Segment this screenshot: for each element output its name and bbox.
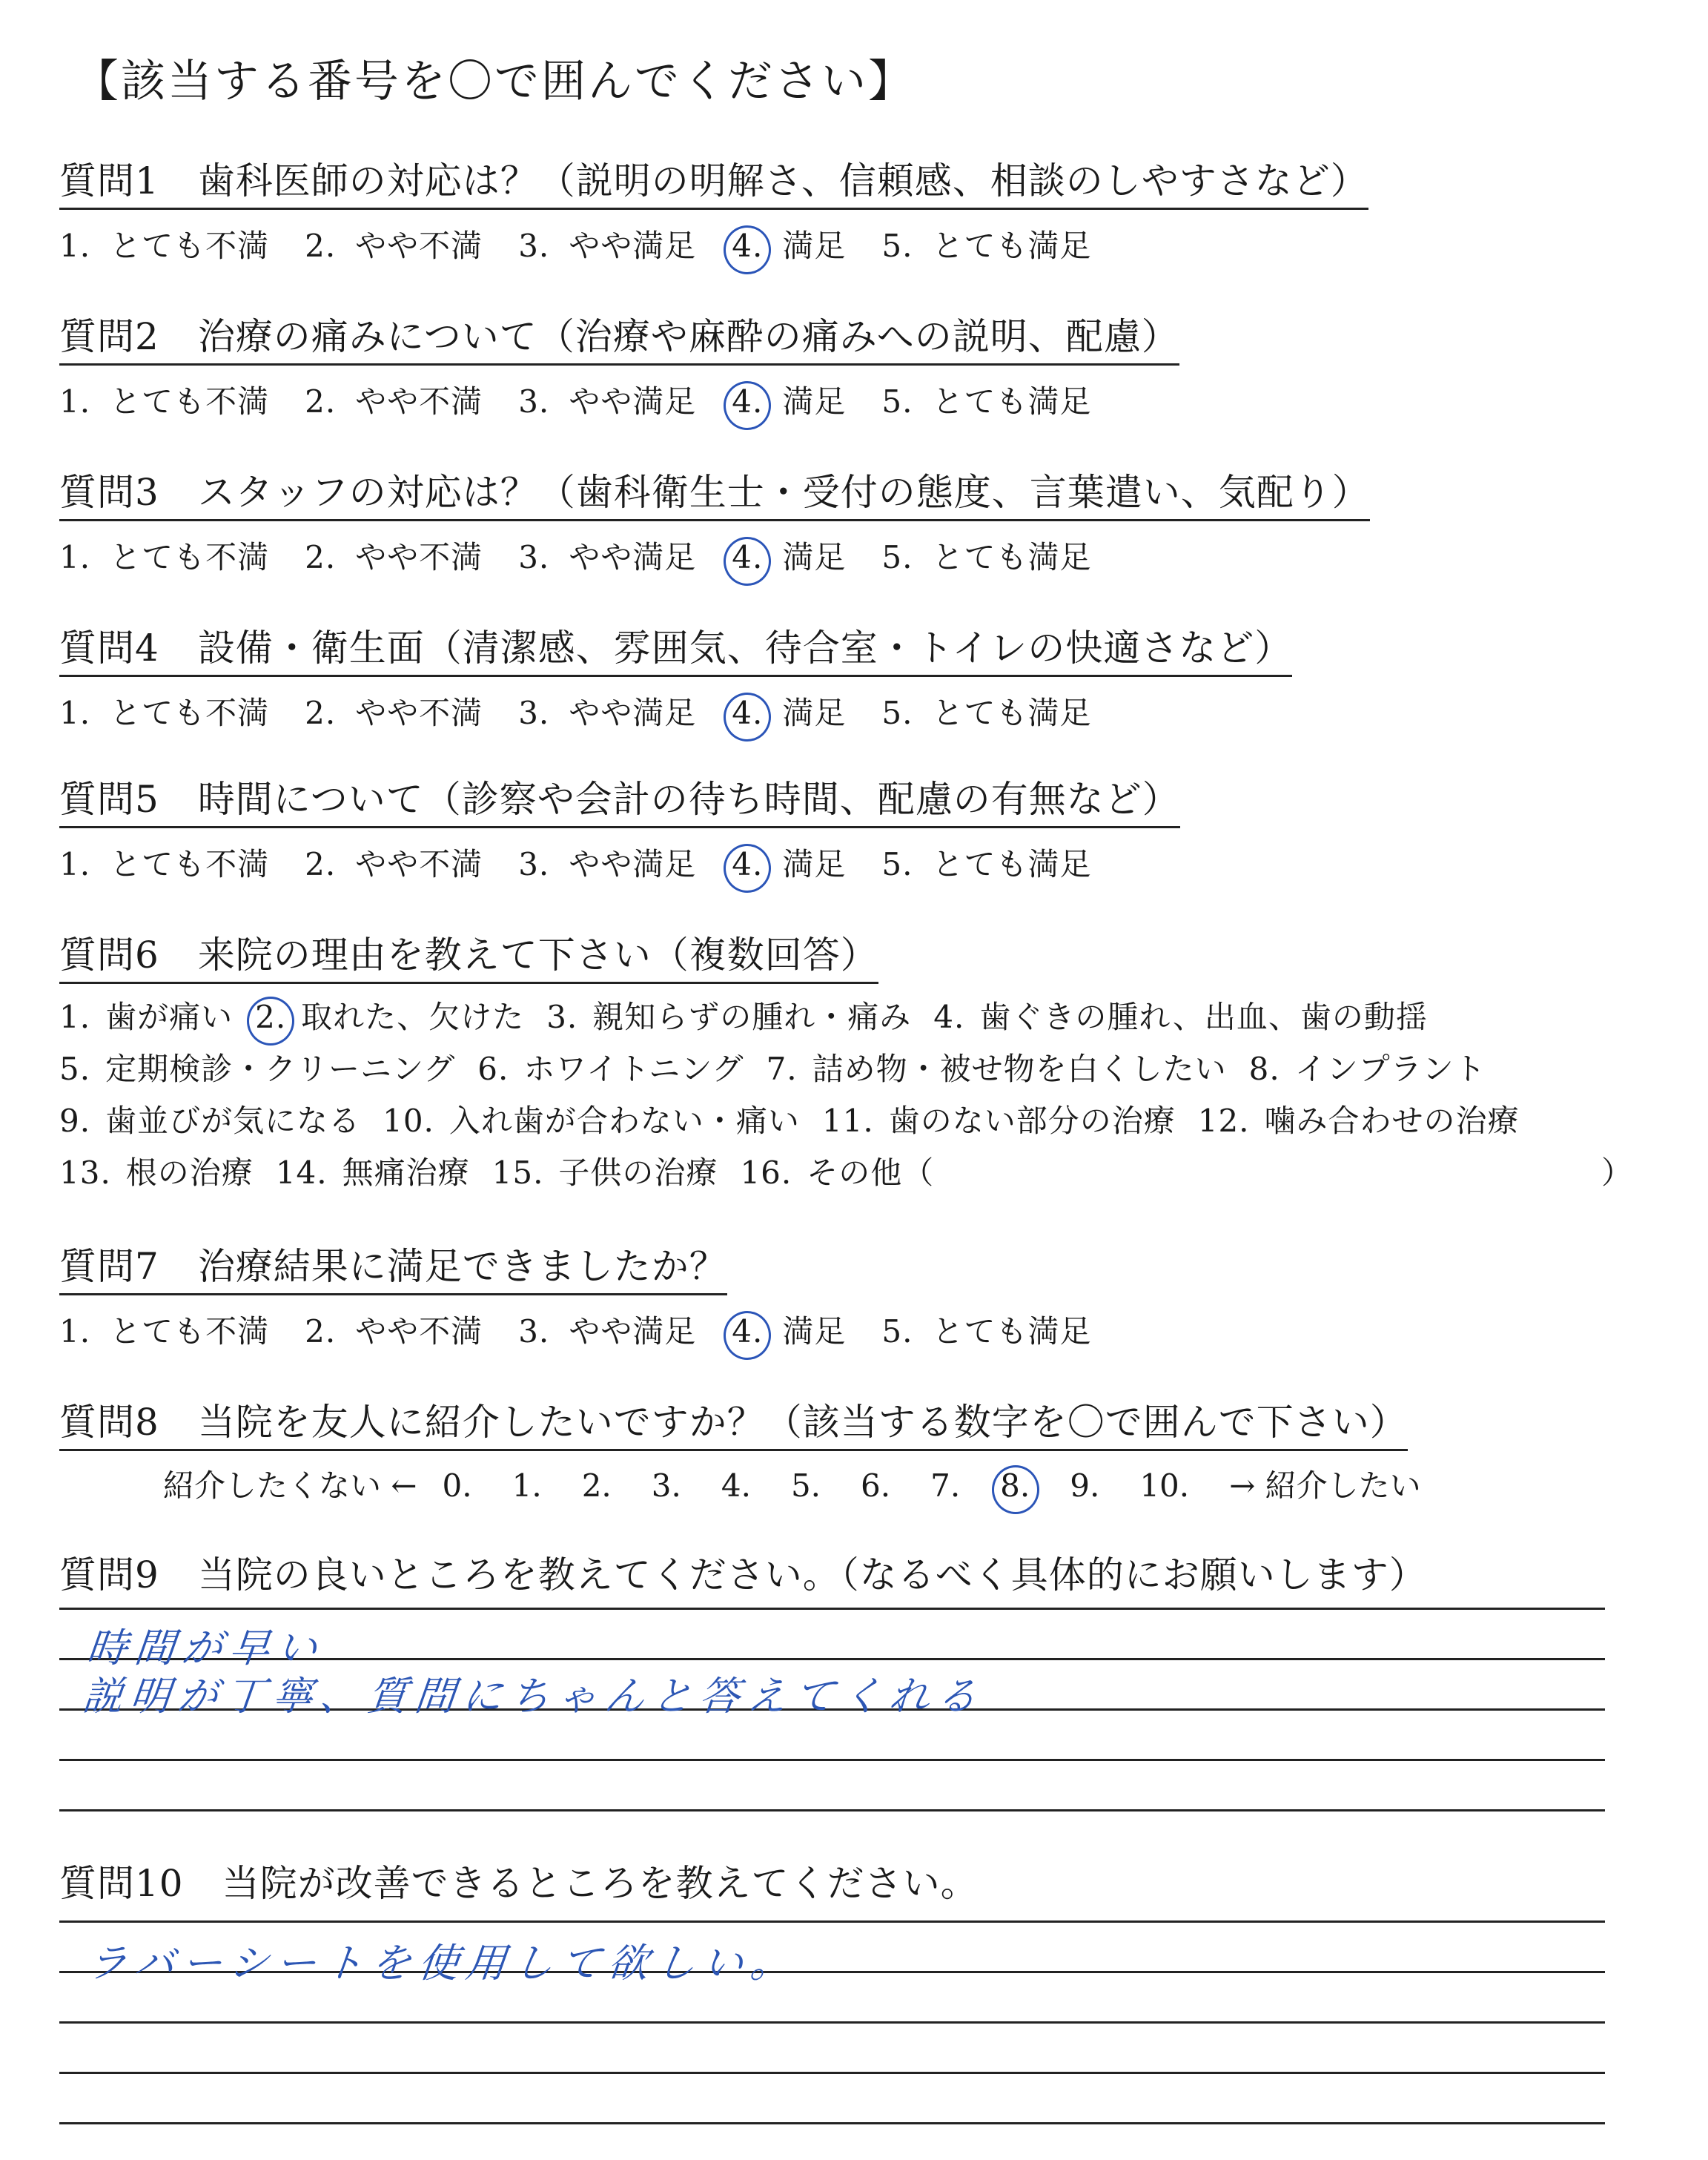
option-number: 1. <box>59 1313 91 1350</box>
rating-option[interactable] <box>59 222 269 266</box>
scale-value[interactable]: 10. <box>1139 1467 1190 1504</box>
option-label: その他（ <box>807 1155 935 1191</box>
question-text: 来院の理由を教えて下さい（複数回答） <box>197 934 878 977</box>
option-number: 12. <box>1197 1103 1250 1139</box>
question-5 <box>59 770 1675 885</box>
rating-option[interactable] <box>59 840 269 885</box>
scale-value[interactable]: 7. <box>930 1467 961 1504</box>
option-label: 根の治療 <box>125 1155 254 1191</box>
question-9 <box>59 1545 1675 1602</box>
answer-line <box>59 2021 1605 2024</box>
question-number: 質問8 <box>59 1401 159 1444</box>
question-number: 質問6 <box>59 934 159 977</box>
scale-value[interactable]: 9. <box>1070 1467 1100 1504</box>
question-heading <box>59 1237 727 1295</box>
selected-circle-mark: 4. <box>732 228 764 264</box>
option-label: やや不満 <box>355 695 483 731</box>
option-label: 子供の治療 <box>558 1155 718 1191</box>
option-number: 4. <box>933 999 965 1035</box>
rating-options <box>59 689 1675 733</box>
selected-circle-mark: 2. <box>255 999 287 1035</box>
question-text: 当院の良いところを教えてください。（なるべく具体的にお願いします） <box>197 1553 1427 1596</box>
question-number: 質問9 <box>59 1553 159 1596</box>
option-label: 入れ歯が合わない・痛い <box>448 1103 800 1139</box>
option-label: 満足 <box>782 228 847 264</box>
rating-option[interactable] <box>59 1307 269 1352</box>
question-3 <box>59 463 1675 578</box>
option-label: 無痛治療 <box>342 1155 470 1191</box>
rating-option[interactable] <box>305 1307 483 1352</box>
option-label: やや不満 <box>355 1313 483 1350</box>
question-1 <box>59 151 1675 266</box>
rating-option[interactable] <box>881 689 1091 733</box>
option-number: 16. <box>740 1155 792 1191</box>
question-text: 時間について（診察や会計の待ち時間、配慮の有無など） <box>197 778 1180 821</box>
q6-option[interactable] <box>492 1149 718 1193</box>
option-label: 歯が痛い <box>105 999 234 1035</box>
option-label: 歯のない部分の治療 <box>888 1103 1176 1139</box>
rating-option[interactable] <box>59 533 269 578</box>
rating-option[interactable] <box>518 222 696 266</box>
option-number: 2. <box>305 539 337 575</box>
scale-value[interactable]: 5. <box>790 1467 821 1504</box>
rating-option[interactable] <box>732 533 846 578</box>
option-label: とても満足 <box>932 1313 1092 1350</box>
rating-options <box>59 1307 1675 1352</box>
option-label: とても満足 <box>932 846 1092 882</box>
rating-option[interactable] <box>732 1307 846 1352</box>
option-number: 1. <box>59 846 91 882</box>
rating-option[interactable] <box>305 840 483 885</box>
rating-option[interactable] <box>732 840 846 885</box>
rating-option[interactable] <box>305 377 483 422</box>
q6-option[interactable] <box>767 1045 1227 1089</box>
option-number: 3. <box>518 1313 550 1350</box>
option-label: やや満足 <box>569 539 697 575</box>
rating-option[interactable] <box>59 377 269 422</box>
question-4 <box>59 618 1675 733</box>
scale-left-label: 紹介したくない ← <box>163 1467 417 1504</box>
q6-option-row <box>59 1149 1675 1192</box>
option-label: やや満足 <box>569 1313 697 1350</box>
q6-option-row <box>59 993 1675 1036</box>
option-number: 3. <box>518 695 550 731</box>
q6-option[interactable] <box>822 1097 1176 1141</box>
q6-option-row <box>59 1045 1675 1088</box>
rating-option[interactable] <box>732 377 846 422</box>
rating-option[interactable] <box>518 840 696 885</box>
question-number: 質問7 <box>59 1245 159 1288</box>
rating-option[interactable] <box>518 533 696 578</box>
question-6 <box>59 925 1675 1192</box>
option-label: やや満足 <box>569 383 697 420</box>
option-number: 2. <box>305 1313 337 1350</box>
option-number: 15. <box>491 1155 544 1191</box>
option-label: 満足 <box>782 695 847 731</box>
option-number: 10. <box>383 1103 434 1139</box>
question-heading <box>59 463 1370 521</box>
question-text: 治療結果に満足できましたか？ <box>197 1245 727 1288</box>
option-number: 5. <box>881 383 913 420</box>
rating-option[interactable] <box>59 689 269 733</box>
question-number: 質問5 <box>59 778 159 821</box>
q6-option[interactable] <box>59 1045 455 1089</box>
option-number: 3. <box>546 999 578 1035</box>
rating-option[interactable] <box>732 222 846 266</box>
option-number: 5. <box>881 539 913 575</box>
option-label: やや満足 <box>569 846 697 882</box>
option-label: やや不満 <box>355 846 483 882</box>
selected-circle-mark: 4. <box>732 846 764 882</box>
option-label: やや満足 <box>569 228 697 264</box>
rating-option[interactable] <box>518 377 696 422</box>
option-label: 詰め物・被せ物を白くしたい <box>812 1051 1227 1087</box>
option-number: 5. <box>881 695 913 731</box>
rating-options <box>59 222 1675 266</box>
rating-option[interactable] <box>305 222 483 266</box>
option-number: 1. <box>59 695 91 731</box>
question-heading <box>59 925 878 984</box>
selected-circle-mark: 4. <box>732 539 764 575</box>
option-label: インプラント <box>1294 1051 1486 1087</box>
option-label: 親知らずの腫れ・痛み <box>592 999 912 1035</box>
q6-option-list <box>59 993 1675 1192</box>
option-label: とても不満 <box>110 539 270 575</box>
q6-option[interactable] <box>276 1149 470 1193</box>
q6-option[interactable] <box>477 1045 744 1089</box>
scale-right-label: → 紹介したい <box>1229 1467 1421 1504</box>
answer-line <box>59 1809 1605 1811</box>
question-number: 質問4 <box>59 627 159 670</box>
question-2 <box>59 307 1675 422</box>
option-number: 3. <box>518 846 550 882</box>
q6-option[interactable] <box>255 993 524 1037</box>
option-label: やや不満 <box>355 539 483 575</box>
question-number: 質問3 <box>59 471 159 514</box>
scale-value[interactable]: 3. <box>651 1467 681 1504</box>
rating-options <box>59 533 1675 578</box>
q6-option[interactable] <box>59 993 233 1037</box>
selected-circle-mark: 4. <box>732 695 764 731</box>
rating-option[interactable] <box>305 533 483 578</box>
option-label: 取れた、欠けた <box>301 999 525 1035</box>
rating-option[interactable] <box>881 377 1091 422</box>
option-label: やや不満 <box>355 383 483 420</box>
option-label: とても不満 <box>110 695 270 731</box>
question-heading <box>59 1393 1408 1451</box>
q6-option[interactable] <box>1249 1045 1486 1089</box>
question-text: スタッフの対応は？（歯科衛生士・受付の態度、言葉遣い、気配り） <box>197 471 1370 514</box>
option-label: 歯並びが気になる <box>105 1103 361 1139</box>
selected-circle-mark: 4. <box>732 1313 764 1350</box>
answer-line <box>59 1759 1605 1761</box>
option-number: 11. <box>821 1103 874 1139</box>
q8-scale <box>59 1462 1675 1506</box>
option-label: とても不満 <box>110 383 270 420</box>
rating-option[interactable] <box>518 1307 696 1352</box>
option-number: 9. <box>59 1103 91 1139</box>
q6-option[interactable] <box>59 1149 254 1193</box>
answer-line <box>59 2122 1605 2124</box>
option-label: とても満足 <box>932 695 1092 731</box>
scale-value[interactable]: 0. <box>442 1467 472 1504</box>
q6-option[interactable] <box>383 1097 800 1141</box>
option-number: 3. <box>518 228 550 264</box>
selected-circle-mark[interactable]: 8. <box>1000 1467 1030 1504</box>
option-number: 14. <box>275 1155 328 1191</box>
scale-value[interactable]: 1. <box>512 1467 542 1504</box>
option-label: とても不満 <box>110 228 270 264</box>
option-label: 満足 <box>782 1313 847 1350</box>
question-number: 質問2 <box>59 315 159 358</box>
option-label: やや満足 <box>569 695 697 731</box>
option-number: 1. <box>59 999 91 1035</box>
q6-option[interactable] <box>546 993 911 1037</box>
option-number: 2. <box>305 695 337 731</box>
question-heading <box>59 1854 979 1910</box>
option-label: 歯ぐきの腫れ、出血、歯の動揺 <box>979 999 1428 1035</box>
rating-options <box>59 377 1675 422</box>
option-number: 3. <box>518 383 550 420</box>
question-number: 質問10 <box>59 1862 184 1905</box>
option-label: とても不満 <box>110 846 270 882</box>
answer-line <box>59 1608 1605 1610</box>
option-number: 3. <box>518 539 550 575</box>
option-label: 定期検診・クリーニング <box>105 1051 456 1087</box>
option-number: 2. <box>305 228 337 264</box>
question-heading <box>59 151 1368 210</box>
option-label: とても不満 <box>110 1313 270 1350</box>
rating-option[interactable] <box>732 689 846 733</box>
option-number: 5. <box>881 1313 913 1350</box>
option-number: 1. <box>59 228 91 264</box>
option-label: とても満足 <box>932 539 1092 575</box>
form-title: 【該当する番号を〇で囲んでください】 <box>74 56 915 108</box>
q10-handwritten-answer: ラバーシートを使用して欲しい。 <box>85 1940 801 1986</box>
option-number: 5. <box>59 1051 91 1087</box>
question-text: 設備・衛生面（清潔感、雰囲気、待合室・トイレの快適さなど） <box>197 627 1293 670</box>
option-number: 13. <box>59 1155 111 1191</box>
question-heading <box>59 307 1179 366</box>
option-label: とても満足 <box>932 228 1092 264</box>
option-number: 7. <box>766 1051 798 1087</box>
q9-handwritten-answer: 説明が丁寧、質問にちゃんと答えてくれる <box>80 1673 987 1720</box>
question-text: 歯科医師の対応は？（説明の明解さ、信頼感、相談のしやすさなど） <box>197 159 1368 202</box>
option-number: 1. <box>59 539 91 575</box>
question-7 <box>59 1237 1675 1352</box>
option-number: 6. <box>477 1051 509 1087</box>
rating-options <box>59 840 1675 885</box>
q6-option[interactable] <box>1198 1097 1520 1141</box>
selected-circle-mark: 4. <box>732 383 764 420</box>
option-label: 満足 <box>782 539 847 575</box>
option-number: 2. <box>305 846 337 882</box>
q6-option[interactable] <box>933 993 1428 1037</box>
rating-option[interactable] <box>305 689 483 733</box>
option-number: 5. <box>881 846 913 882</box>
rating-option[interactable] <box>881 840 1091 885</box>
option-label: 噛み合わせの治療 <box>1264 1103 1520 1139</box>
answer-line <box>59 2072 1605 2074</box>
question-8 <box>59 1393 1675 1506</box>
scale-value[interactable]: 6. <box>861 1467 891 1504</box>
rating-option[interactable] <box>881 1307 1091 1352</box>
option-label: やや不満 <box>355 228 483 264</box>
question-heading <box>59 618 1292 677</box>
q6-option[interactable] <box>59 1097 360 1141</box>
rating-option[interactable] <box>881 222 1091 266</box>
question-number: 質問1 <box>59 159 159 202</box>
question-text: 当院が改善できるところを教えてください。 <box>222 1862 979 1905</box>
question-text: 当院を友人に紹介したいですか？（該当する数字を〇で囲んで下さい） <box>197 1401 1408 1444</box>
question-text: 治療の痛みについて（治療や麻酔の痛みへの説明、配慮） <box>197 315 1179 358</box>
question-10 <box>59 1854 1675 1910</box>
q9-handwritten-answer: 時間が早い <box>85 1625 327 1671</box>
answer-line <box>59 1920 1605 1923</box>
scale-value[interactable]: 2. <box>581 1467 612 1504</box>
q6-option[interactable] <box>740 1149 934 1193</box>
option-number: 1. <box>59 383 91 420</box>
question-heading <box>59 1545 1427 1602</box>
question-heading <box>59 770 1180 828</box>
option-label: 満足 <box>782 383 847 420</box>
rating-option[interactable] <box>881 533 1091 578</box>
scale-value[interactable]: 4. <box>721 1467 751 1504</box>
option-label: 満足 <box>782 846 847 882</box>
other-close-paren: ） <box>1601 1155 1634 1191</box>
option-number: 2. <box>305 383 337 420</box>
option-label: とても満足 <box>932 383 1092 420</box>
q6-option-row <box>59 1097 1675 1140</box>
option-number: 8. <box>1248 1051 1280 1087</box>
option-label: ホワイトニング <box>523 1051 744 1087</box>
rating-option[interactable] <box>518 689 696 733</box>
option-number: 5. <box>881 228 913 264</box>
